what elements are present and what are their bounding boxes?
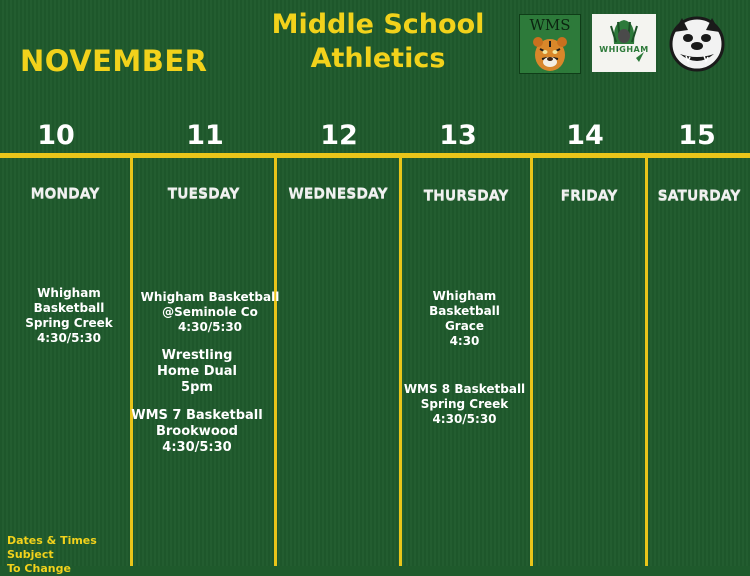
day-number-10: 10 [37, 120, 75, 151]
event-opponent: Spring Creek [25, 316, 113, 330]
event-title: WMS 7 Basketball [131, 408, 263, 423]
column-divider [645, 158, 648, 566]
day-number-11: 11 [186, 120, 224, 151]
day-name-friday: FRIDAY [560, 188, 618, 204]
event-item [114, 408, 280, 456]
month-title: NOVEMBER [20, 44, 208, 78]
indian-headdress-icon [592, 14, 656, 72]
disclaimer-line-2: To Change [7, 562, 71, 575]
event-item [0, 286, 138, 346]
title-line-2: Athletics [310, 43, 446, 74]
event-title: Whigham Basketball [140, 290, 280, 304]
event-time: 4:30 [449, 334, 480, 348]
event-title: WMS 8 Basketball [403, 382, 526, 396]
day-number-15: 15 [678, 120, 716, 151]
day-name-wednesday: WEDNESDAY [288, 186, 388, 202]
event-time: 5pm [181, 380, 213, 395]
event-opponent: Spring Creek [420, 397, 509, 411]
thursday-events [397, 289, 532, 446]
tuesday-events [131, 290, 280, 475]
whigham-logo [592, 14, 656, 72]
header-divider [0, 153, 750, 158]
event-title: Whigham Basketball [33, 286, 105, 315]
day-name-tuesday: TUESDAY [167, 186, 240, 202]
day-name-monday: MONDAY [30, 186, 100, 202]
event-title: Wrestling [161, 348, 233, 363]
event-opponent: @Seminole Co [162, 305, 258, 319]
day-number-13: 13 [439, 120, 477, 151]
disclaimer-line-1: Dates & Times Subject [7, 534, 97, 561]
event-time: 4:30/5:30 [432, 412, 497, 426]
event-item [397, 289, 532, 349]
event-opponent: Brookwood [155, 424, 238, 439]
event-time: 4:30/5:30 [36, 331, 102, 345]
event-item [140, 290, 280, 335]
event-opponent: Home Dual [157, 364, 237, 379]
day-name-thursday: THURSDAY [423, 188, 509, 204]
disclaimer-note [7, 534, 137, 576]
page-title [268, 8, 488, 76]
bulldog-icon [668, 14, 726, 72]
event-opponent: Grace [444, 319, 485, 333]
wms-logo-text: WMS [529, 16, 571, 34]
day-number-12: 12 [320, 120, 358, 151]
event-item [397, 382, 532, 427]
event-time: 4:30/5:30 [162, 440, 232, 455]
day-number-14: 14 [566, 120, 604, 151]
whigham-logo-text: WHIGHAM [599, 45, 649, 54]
event-time: 4:30/5:30 [177, 320, 243, 334]
day-name-saturday: SATURDAY [657, 188, 741, 204]
bulldog-logo [668, 14, 726, 72]
title-line-1: Middle School [271, 9, 485, 40]
event-title: Whigham Basketball [429, 289, 500, 318]
wms-tiger-logo [519, 14, 581, 74]
event-item [114, 348, 280, 396]
